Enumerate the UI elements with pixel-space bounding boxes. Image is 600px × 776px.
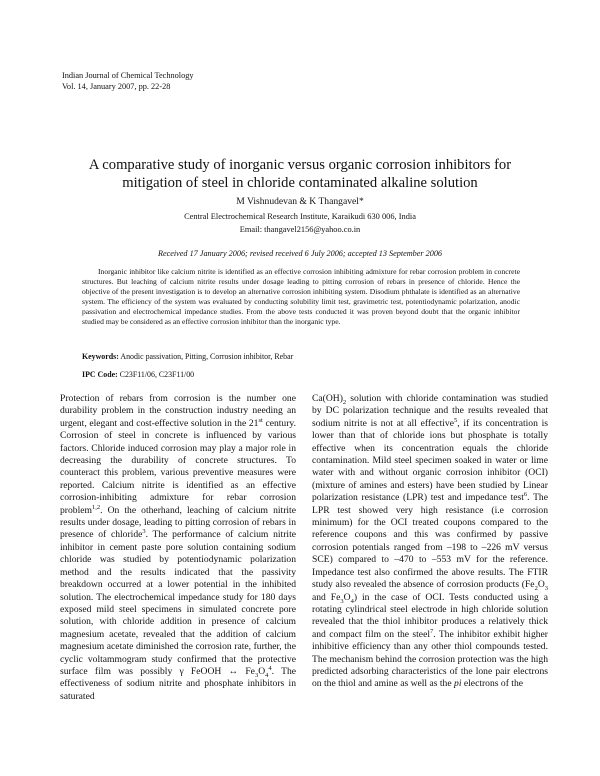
subscript: 2	[342, 398, 347, 406]
subscript: 3	[254, 671, 259, 679]
keywords-text: Anodic passivation, Pitting, Corrosion inhibitor, Rebar	[120, 352, 294, 361]
received-dates: Received 17 January 2006; revised received 6 July 2006; accepted 13 September 2006	[157, 249, 443, 258]
abstract: Inorganic inhibitor like calcium nitrite is identified as an effective corrosion inhibiting admixture for rebar corrosion problem in concrete structures. But leaching of calcium nitrite results under dosage leading to pitting corrosion of rebars in presence of chloride. Hence the objective of the present investigation is to develop an alternative corrosion inhibiting system. Disodium phthalate is identified as an alternative system. The efficiency of the system was evaluated by conducting solubility limit test, gravimetric test, potentiodynamic polarization, anodic passivation and electrochemical impedance studies. From the above tests conducted it was proven beyond doubt that the organic inhibitor studied may be considered as an effective corrosion inhibitor than the inorganic type.	[82, 267, 520, 326]
ipc-code	[82, 370, 194, 379]
body-text: Ca(OH)	[312, 393, 343, 404]
body-text: Protection of rebars from corrosion is the number one durability problem in the construction industry needing an urgent, elegant and cost-effective solution in the 21	[60, 393, 296, 429]
citation: 7	[430, 627, 434, 635]
citation: 4	[268, 664, 272, 672]
keywords	[82, 352, 293, 361]
subscript: 3	[340, 597, 344, 605]
paper-title-line-2: mitigation of steel in chloride contaminated alkaline solution	[122, 175, 478, 191]
subscript: 2	[534, 585, 538, 592]
body-text: ) in the case of OCI. Tests conducted using a rotating cylindrical steel electrode in high chloride solution revealed that the thiol inhibitor produces a relatively thick and compact film on the steel	[312, 591, 548, 640]
body-text: century. Corrosion of steel in concrete is influenced by various factors. Chloride induced corrosion may play a major role in decreasing the durability of concrete structures. To counteract this problem, various preventive measures were reported. Calcium nitrite is identified as an effective corrosion-inhibiting admixture for rebar corrosion problem	[60, 417, 296, 516]
body-column-right	[312, 393, 548, 691]
affiliation: Central Electrochemical Research Institute, Karaikudi 630 006, India	[184, 212, 416, 221]
citation: 6	[523, 491, 528, 499]
subscript: 3	[544, 585, 548, 592]
paper-title	[40, 156, 560, 192]
body-text: . The effectiveness of sodium nitrite and phosphate inhibitors in saturated	[60, 665, 297, 702]
citation: 3	[142, 528, 146, 536]
subscript: 4	[265, 671, 269, 679]
journal-header	[62, 70, 194, 92]
body-text: . The inhibitor exhibit higher inhibitive efficiency than any other thiol compounds tested. The mechanism behind the corrosion protection was the high predicted adsorbing characteristics of the lone pair electrons on the thiol and amine as well as the	[312, 628, 548, 690]
body-text: , if its concentration is lower than that of chloride ions but phosphate is totally effective when its concentration equals the chloride contamination. Mild steel specimen soaked in water or lime water with and without organic corrosion inhibitor (OCI) (mixture of amines and esters) have been studied by Linear polarization resistance (LPR) test and impedance test	[312, 417, 548, 504]
superscript: st	[258, 416, 263, 424]
body-text: . The LPR test showed very high resistance (i.e corrosion minimum) for the OCI treated coupons compared to the reference coupons and this was confirmed by passive corrosion potentials ranged from –198 to –226 mV versus SCE) compared to –470 to –553 mV for the reference. Impedance test also confirmed the above results. The FTIR study also revealed the absence of corrosion products (Fe	[312, 492, 548, 591]
email: Email: thangavel2156@yahoo.co.in	[239, 225, 361, 234]
citation: 1,2	[91, 503, 101, 511]
ipc-text: C23F11/06, C23F11/00	[119, 370, 195, 379]
pi-symbol: pi	[454, 678, 462, 690]
body-text: O	[343, 591, 351, 603]
body-text: O	[537, 579, 545, 591]
journal-issue: Vol. 14, January 2007, pp. 22-28	[62, 82, 171, 91]
authors: M Vishnudevan & K Thangavel*	[236, 196, 364, 207]
paper-title-line-1: A comparative study of inorganic versus organic corrosion inhibitors for	[88, 157, 512, 173]
citation: 5	[453, 416, 458, 424]
subscript: 4	[350, 597, 354, 605]
body-text: electrons of the	[461, 678, 524, 690]
body-text: . On the otherhand, leaching of calcium nitrite results under dosage, leading to pitting corrosion of rebars in presence of chloride	[60, 504, 296, 541]
body-column-left	[60, 393, 296, 703]
body-text: solution with chloride contamination was studied by DC polarization technique and the results revealed that sodium nitrite is not at all effective	[312, 393, 548, 429]
body-text: and Fe	[312, 591, 341, 603]
body-text: . The performance of calcium nitrite inhibitor in cement paste pore solution containing sodium chloride was studied by potentiodynamic polarization method and the results indicated that the passivity breakdown occurred at a lower potential in the inhibited solution. The electrochemical impedance study for 180 days exposed mild steel specimens in simulated concrete pore solution, with chloride addition in presence of calcium magnesium acetate, revealed that the addition of calcium magnesium acetate diminished the corrosion rate, further, the cyclic voltammogram study confirmed that the protective surface film was possibly γ FeOOH ↔ Fe	[60, 529, 296, 677]
body-text: O	[258, 665, 266, 677]
journal-name: Indian Journal of Chemical Technology	[62, 71, 194, 80]
keywords-label: Keywords:	[82, 352, 119, 361]
ipc-label: IPC Code:	[82, 370, 118, 379]
